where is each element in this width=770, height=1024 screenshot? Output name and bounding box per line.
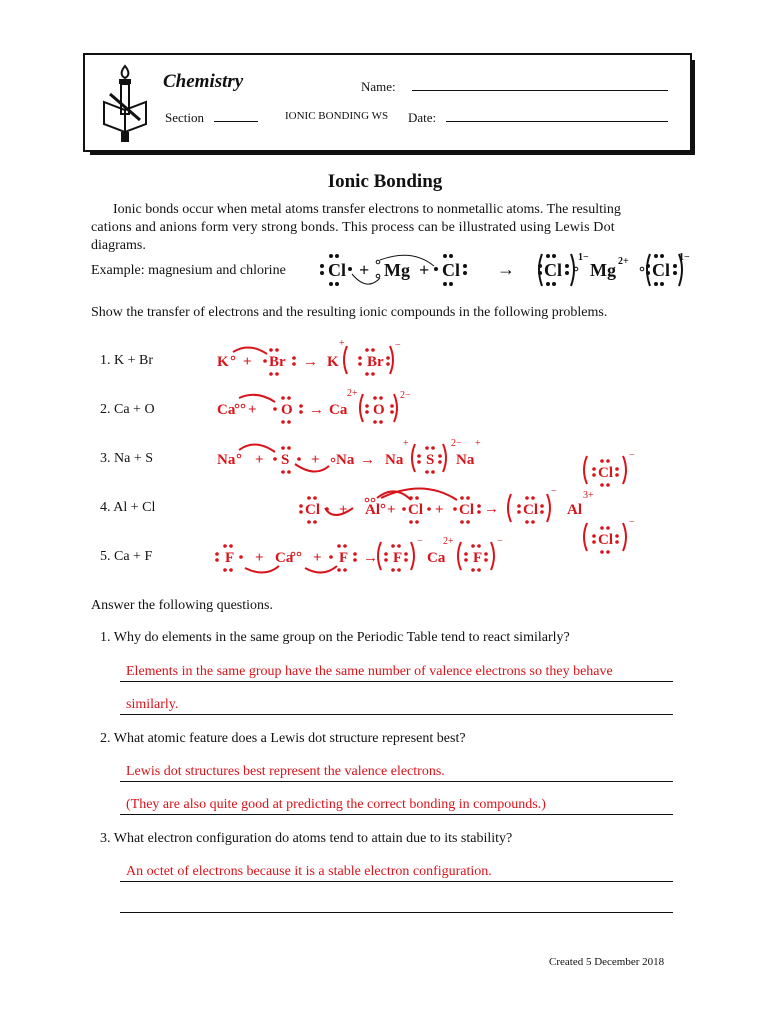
svg-text:Na: Na <box>385 452 404 468</box>
svg-text:Cl: Cl <box>442 260 460 280</box>
answer-1-line-2[interactable]: similarly. <box>120 697 673 715</box>
intro-line-3: diagrams. <box>91 238 146 253</box>
svg-text:+: + <box>339 338 345 349</box>
svg-text:Cl: Cl <box>305 502 320 518</box>
svg-text:K: K <box>327 354 339 370</box>
answer-3-line-2[interactable] <box>120 896 673 913</box>
svg-text:Cl: Cl <box>408 502 423 518</box>
svg-text:→: → <box>360 452 375 468</box>
svg-text:+: + <box>255 550 264 566</box>
svg-text:3+: 3+ <box>583 490 594 501</box>
svg-text:F: F <box>473 550 483 566</box>
svg-text:+: + <box>403 438 409 449</box>
problem-4-label: 4. Al + Cl <box>100 500 156 515</box>
svg-text:→: → <box>484 501 499 517</box>
answer-2-line-2[interactable]: (They are also quite good at predicting the correct bonding in compounds.) <box>120 797 673 815</box>
svg-text:→: → <box>303 354 318 370</box>
svg-text:+: + <box>339 502 348 518</box>
svg-text:−: − <box>629 450 635 461</box>
instructions: Show the transfer of electrons and the resulting ionic compounds in the following problems. <box>91 305 608 320</box>
svg-text:S: S <box>426 452 435 468</box>
svg-text:Na: Na <box>456 452 475 468</box>
svg-text:+: + <box>387 502 396 518</box>
svg-text:S: S <box>281 452 290 468</box>
section-label: Section <box>165 110 204 125</box>
svg-text:F: F <box>225 550 235 566</box>
problem-1-label: 1. K + Br <box>100 353 154 368</box>
svg-text:Mg: Mg <box>384 260 410 280</box>
svg-text:Na: Na <box>217 452 236 468</box>
svg-text:+: + <box>475 438 481 449</box>
name-field[interactable] <box>412 90 668 91</box>
answer-2-line-1[interactable]: Lewis dot structures best represent the valence electrons. <box>120 764 673 782</box>
date-field[interactable] <box>446 121 668 122</box>
svg-text:Cl: Cl <box>544 260 562 280</box>
problem-3-label: 3. Na + S <box>100 451 154 466</box>
answer-3-line-1[interactable]: An octet of electrons because it is a stable electron configuration. <box>120 864 673 882</box>
svg-text:K: K <box>217 354 229 370</box>
svg-text:Ca: Ca <box>427 550 446 566</box>
svg-text:F: F <box>339 550 349 566</box>
svg-text:→: → <box>363 550 378 566</box>
svg-text:+: + <box>255 452 264 468</box>
svg-text:+: + <box>248 402 257 418</box>
answer-1-line-1[interactable]: Elements in the same group have the same number of valence electrons so they behave <box>120 664 673 682</box>
svg-text:+: + <box>313 550 322 566</box>
svg-text:O: O <box>281 402 293 418</box>
svg-text:+: + <box>419 260 430 280</box>
svg-text:2−: 2− <box>400 390 411 401</box>
svg-text:→: → <box>309 402 324 418</box>
intro-line-1: Ionic bonds occur when metal atoms transfer electrons to nonmetallic atoms. The resulting <box>113 202 621 217</box>
svg-text:Ca: Ca <box>329 402 348 418</box>
svg-text:Cl: Cl <box>523 502 538 518</box>
svg-text:Br: Br <box>367 354 384 370</box>
intro-line-2: cations and anions form very strong bonds. This process can be illustrated using Lewis Dot <box>91 220 615 235</box>
torch-book-logo <box>100 62 150 144</box>
svg-text:−: − <box>395 340 401 351</box>
name-label: Name: <box>361 79 396 94</box>
svg-text:−: − <box>551 486 557 497</box>
question-3: 3. What electron configuration do atoms tend to attain due to its stability? <box>100 831 513 846</box>
svg-text:Al: Al <box>365 502 380 518</box>
svg-text:+: + <box>435 502 444 518</box>
svg-text:1−: 1− <box>679 252 690 263</box>
svg-text:2+: 2+ <box>443 536 454 547</box>
svg-text:Ca: Ca <box>275 550 294 566</box>
svg-text:+: + <box>243 354 252 370</box>
page-title: Ionic Bonding <box>327 171 443 192</box>
problem-answers-drawing <box>205 332 665 582</box>
svg-text:Br: Br <box>269 354 286 370</box>
problem-5-label: 5. Ca + F <box>100 549 153 564</box>
svg-text:−: − <box>417 536 423 547</box>
section-field[interactable] <box>214 121 258 122</box>
example-label: Example: magnesium and chlorine <box>91 263 286 278</box>
question-2: 2. What atomic feature does a Lewis dot structure represent best? <box>100 731 466 746</box>
svg-text:1−: 1− <box>578 252 589 263</box>
problem-2-label: 2. Ca + O <box>100 402 155 417</box>
header-box <box>83 53 692 152</box>
example-lewis-diagram <box>312 248 702 290</box>
svg-text:−: − <box>629 517 635 528</box>
date-label: Date: <box>408 110 437 125</box>
footer-created: Created 5 December 2018 <box>549 956 665 968</box>
subject: Chemistry <box>163 71 244 92</box>
svg-text:Cl: Cl <box>652 260 670 280</box>
svg-text:2−: 2− <box>451 438 462 449</box>
svg-text:Cl: Cl <box>459 502 474 518</box>
svg-text:Ca: Ca <box>217 402 236 418</box>
questions-heading: Answer the following questions. <box>91 598 273 613</box>
svg-text:Mg: Mg <box>590 260 616 280</box>
svg-text:O: O <box>373 402 385 418</box>
worksheet-title: IONIC BONDING WS <box>285 110 389 122</box>
svg-text:Cl: Cl <box>328 260 346 280</box>
svg-text:2+: 2+ <box>347 388 358 399</box>
svg-text:→: → <box>497 259 515 279</box>
svg-text:Cl: Cl <box>598 465 613 481</box>
svg-text:+: + <box>359 260 370 280</box>
svg-text:2+: 2+ <box>618 256 629 267</box>
svg-text:+: + <box>311 452 320 468</box>
svg-text:F: F <box>393 550 403 566</box>
question-1: 1. Why do elements in the same group on the Periodic Table tend to react similarly? <box>100 630 570 645</box>
svg-text:−: − <box>497 536 503 547</box>
svg-text:Cl: Cl <box>598 532 613 548</box>
svg-text:Na: Na <box>336 452 355 468</box>
svg-text:Al: Al <box>567 502 582 518</box>
